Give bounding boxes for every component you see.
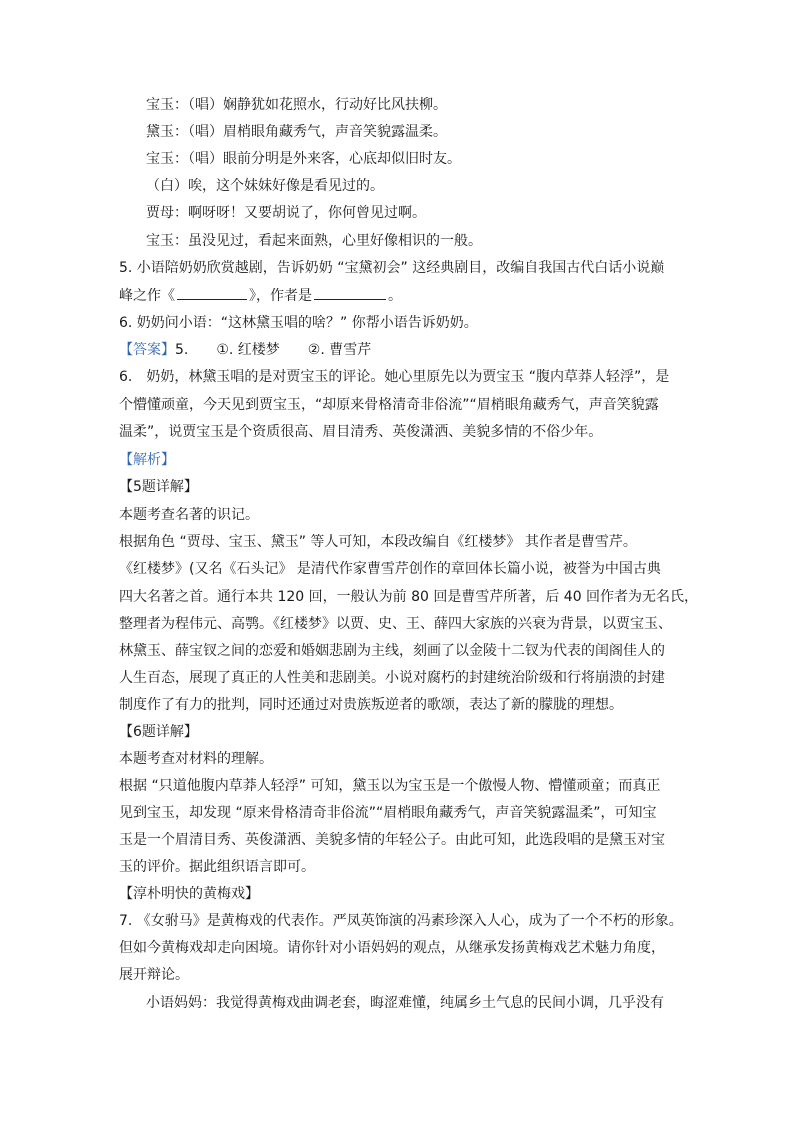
question-5-line: 5. 小语陪奶奶欣赏越剧，告诉奶奶 “宝黛初会” 这经典剧目，改编自我国古代白话小说巅 — [119, 260, 665, 276]
answer-blank-2 — [314, 286, 386, 300]
question-7-line: 展开辩论。 — [119, 967, 189, 983]
detail-6-line: 根据 “只道他腹内草莽人轻浮” 可知，黛玉以为宝玉是一个傲慢人物、懵懂顽童；而真正 — [119, 778, 661, 794]
detail-5-line: 人生百态，展现了真正的人性美和悲剧美。小说对腐朽的封建统治阶级和行将崩溃的封建 — [119, 670, 665, 686]
dialogue-line: 贾母：啊呀呀！又要胡说了，你何曾见过啊。 — [146, 205, 426, 221]
q5-text-c: 。 — [388, 288, 402, 304]
dialogue-line: 黛玉：（唱）眉梢眼角藏秀气，声音笑貌露温柔。 — [146, 124, 447, 140]
detail-6-heading: 【6题详解】 — [119, 724, 198, 740]
section-title: 【淳朴明快的黄梅戏】 — [119, 886, 259, 902]
question-7-line: 7. 《女驸马》是黄梅戏的代表作。严凤英饰演的冯素珍深入人心，成为了一个不朽的形象。 — [119, 913, 683, 929]
answer-line: 温柔”，说贾宝玉是个资质很高、眉目清秀、英俊潇洒、美貌多情的不俗少年。 — [119, 424, 603, 440]
answer-line: 个懵懂顽童，今天见到贾宝玉，“却原来骨格清奇非俗流”“眉梢眼角藏秀气，声音笑貌露 — [119, 397, 659, 413]
answer-line — [119, 341, 371, 359]
detail-6-line: 本题考查对材料的理解。 — [119, 751, 273, 767]
analysis-tag: 【解析】 — [119, 452, 175, 468]
dialogue-line: 宝玉：（唱）眼前分明是外来客，心底却似旧时友。 — [146, 151, 461, 167]
q5-text-a: 峰之作《 — [119, 288, 175, 304]
detail-5-line: 整理者为程伟元、高鹗。《红楼梦》以贾、史、王、薛四大家族的兴衰为背景，以贾宝玉、 — [119, 616, 672, 632]
detail-5-line: 本题考查名著的识记。 — [119, 507, 259, 523]
detail-5-line: 《红楼梦》(又名《石头记》 是清代作家曹雪芹创作的章回体长篇小说，被誉为中国古典 — [119, 561, 661, 577]
detail-5-line: 制度作了有力的批判，同时还通过对贵族叛逆者的歌颂，表达了新的朦胧的理想。 — [119, 697, 623, 713]
mom-opinion-line: 小语妈妈：我觉得黄梅戏曲调老套，晦涩难懂，纯属乡土气息的民间小调，几乎没有 — [146, 995, 664, 1011]
dialogue-line: （白）唉，这个妹妹好像是看见过的。 — [146, 178, 384, 194]
detail-5-line: 根据角色 “贾母、宝玉、黛玉” 等人可知，本段改编自《红楼梦》 其作者是曹雪芹。 — [119, 534, 637, 550]
detail-6-line: 玉的评价。据此组织语言即可。 — [119, 859, 315, 875]
q5-text-b: 》，作者是 — [249, 288, 312, 304]
detail-6-line: 玉是一个眉清目秀、英俊潇洒、美貌多情的年轻公子。由此可知，此选段唱的是黛玉对宝 — [119, 832, 665, 848]
detail-5-line: 林黛玉、薛宝钗之间的恋爱和婚姻悲剧为主线，刻画了以金陵十二钗为代表的闺阁佳人的 — [119, 643, 665, 659]
question-5-line — [119, 286, 402, 305]
detail-5-heading: 【5题详解】 — [119, 479, 198, 495]
answer-tag: 【答案】 — [119, 342, 175, 358]
answer-text: 5. ①. 红楼梦 ②. 曹雪芹 — [175, 342, 372, 358]
answer-line: 6. 奶奶，林黛玉唱的是对贾宝玉的评论。她心里原先以为贾宝玉 “腹内草莽人轻浮”，是 — [119, 369, 670, 385]
dialogue-line: 宝玉：虽没见过，看起来面熟，心里好像相识的一般。 — [146, 233, 482, 249]
answer-blank-1 — [177, 286, 247, 300]
detail-5-line: 四大名著之首。通行本共 120 回，一般认为前 80 回是曹雪芹所著，后 40 回作者为无名氏， — [119, 589, 699, 605]
question-6-line: 6. 奶奶问小语：“这林黛玉唱的啥？” 你帮小语告诉奶奶。 — [119, 315, 478, 331]
dialogue-line: 宝玉：（唱）娴静犹如花照水，行动好比风扶柳。 — [146, 97, 447, 113]
question-7-line: 但如今黄梅戏却走向困境。请你针对小语妈妈的观点，从继承发扬黄梅戏艺术魅力角度， — [119, 940, 665, 956]
detail-6-line: 见到宝玉，却发现 “原来骨格清奇非俗流”“眉梢眼角藏秀气，声音笑貌露温柔”，可知宝 — [119, 805, 657, 821]
